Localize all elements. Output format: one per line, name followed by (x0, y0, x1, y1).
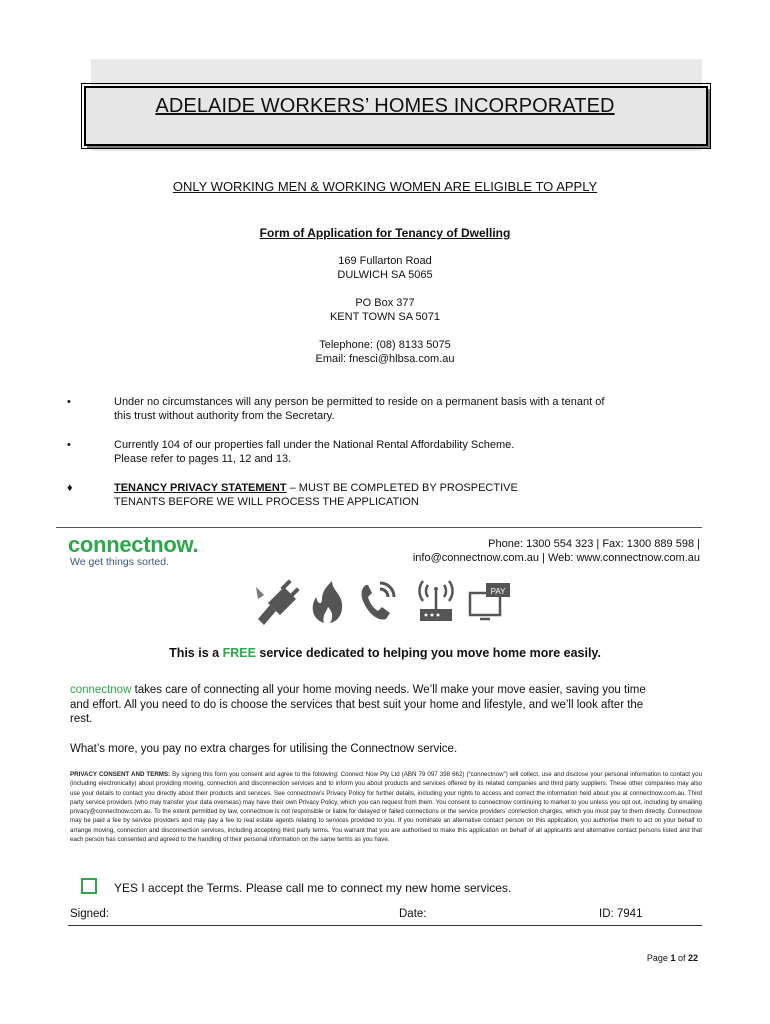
bullet-line: – MUST BE COMPLETED BY PROSPECTIVE (286, 482, 518, 494)
page-total: 22 (687, 953, 698, 963)
logo-dot: . (192, 532, 199, 557)
free-post: service dedicated to helping you move home more easily. (255, 646, 601, 660)
bullet-item (67, 438, 667, 466)
page-prefix: Page (646, 953, 671, 963)
eligibility-notice: ONLY WORKING MEN & WORKING WOMEN ARE ELIGIBLE TO APPLY (172, 179, 598, 194)
bullet-marker: • (67, 439, 71, 451)
bullet-item (67, 395, 667, 423)
email: Email: fnesci@hlbsa.com.au (315, 353, 455, 365)
connectnow-contact (413, 537, 700, 565)
address-street-line2: DULWICH SA 5065 (337, 269, 433, 281)
form-title: Form of Application for Tenancy of Dwelling (259, 226, 511, 240)
address-po-line1: PO Box 377 (355, 297, 415, 309)
para-line: and effort. All you need to do is choose the services that best suit your home and lifestyle, and we’ll look after the (70, 698, 644, 711)
privacy-heading: PRIVACY CONSENT AND TERMS: (70, 771, 171, 778)
intro-paragraph (70, 683, 700, 727)
para-line: rest. (70, 713, 93, 725)
privacy-body: By signing this form you consent and agree to the following: Connect Now Pty Ltd (ABN 79 097 398 662) (“connectnow”) will collect, use and disclose your personal information to contact you (including electronically) about providing moving, connection and disconnection services and to inform you about products and services offered by its related companies and third party suppliers. These other companies may also use your details to contact you directly about their products and services. See connectnow’s Privacy Policy for further details, including your rights to access and correct the information held about you at connectnow.com.au. Third party service providers (who may transfer your data overseas) may have their own Privacy Policy, which you can request from them. You consent to connectnow continuing to market to you unless you opt out, including by emailing privacy@connectnow.com.au. To the extent permitted by law, connectnow is not responsible or liable for delayed or failed connections or the service providers’ connection charges, which you must pay to them directly. Connectnow may be paid a fee by service providers and may pay a fee to real estate agents relating to services provided to you. If you nominate an alternative contact person on this application, you authorise them to act on your behalf to arrange moving, connection and disconnection services, including accepting third party terms. You warrant that you are authorised to make this application on behalf of all applicants and alternative contact persons listed and that each person has consented and agreed to the handling of their personal information on the same terms as you have. (70, 771, 703, 844)
bullet-marker: ♦ (67, 482, 73, 494)
page-of: of (675, 953, 688, 963)
internet-router-icon (419, 581, 452, 621)
bullet-line: TENANTS BEFORE WE WILL PROCESS THE APPLICATION (114, 496, 419, 508)
para-line: takes care of connecting all your home moving needs. We’ll make your move easier, saving you time (131, 684, 646, 696)
bullet-line: Under no circumstances will any person be permitted to reside on a permanent basis with a tenant of (114, 396, 605, 408)
contact-line: Phone: 1300 554 323 | Fax: 1300 889 598 | (488, 538, 700, 550)
logo-word: connectnow (68, 532, 193, 557)
gas-flame-icon (313, 581, 343, 623)
page-number (647, 953, 698, 963)
electricity-plug-icon (256, 579, 300, 625)
brand-name: connectnow (70, 684, 132, 696)
privacy-statement-heading: TENANCY PRIVACY STATEMENT (114, 482, 287, 494)
bullet-line: Currently 104 of our properties fall under the National Rental Affordability Scheme. (114, 439, 515, 451)
connectnow-logo (68, 532, 198, 558)
free-word: FREE (222, 646, 256, 660)
signed-label: Signed: (70, 908, 110, 920)
pay-label: PAY (490, 587, 506, 596)
page-title: ADELAIDE WORKERS’ HOMES INCORPORATED (155, 95, 615, 117)
privacy-terms (70, 770, 702, 844)
bullet-item (67, 481, 667, 509)
service-icons (254, 575, 519, 627)
free-pre: This is a (169, 646, 223, 660)
bullet-line: this trust without authority from the Secretary. (114, 410, 335, 422)
bullet-marker: • (67, 396, 71, 408)
id-label: ID: 7941 (599, 908, 643, 920)
date-label: Date: (399, 908, 427, 920)
accept-terms-label: YES I accept the Terms. Please call me to connect my new home services. (114, 881, 512, 895)
connectnow-tagline: We get things sorted. (70, 556, 170, 568)
pay-tv-icon (470, 583, 510, 619)
address-po-line2: KENT TOWN SA 5071 (329, 311, 441, 323)
phone-icon (362, 583, 395, 620)
accept-terms-checkbox[interactable] (81, 878, 97, 894)
free-service-line (0, 646, 770, 660)
page-current: 1 (670, 953, 676, 963)
address-street-line1: 169 Fullarton Road (338, 255, 432, 267)
extra-charges-paragraph: What’s more, you pay no extra charges for utilising the Connectnow service. (70, 743, 458, 755)
contact-line: info@connectnow.com.au | Web: www.connectnow.com.au (412, 552, 700, 564)
bullet-line: Please refer to pages 11, 12 and 13. (114, 453, 292, 465)
telephone: Telephone: (08) 8133 5075 (319, 339, 451, 351)
signature-line (68, 925, 702, 926)
section-divider (56, 527, 702, 528)
